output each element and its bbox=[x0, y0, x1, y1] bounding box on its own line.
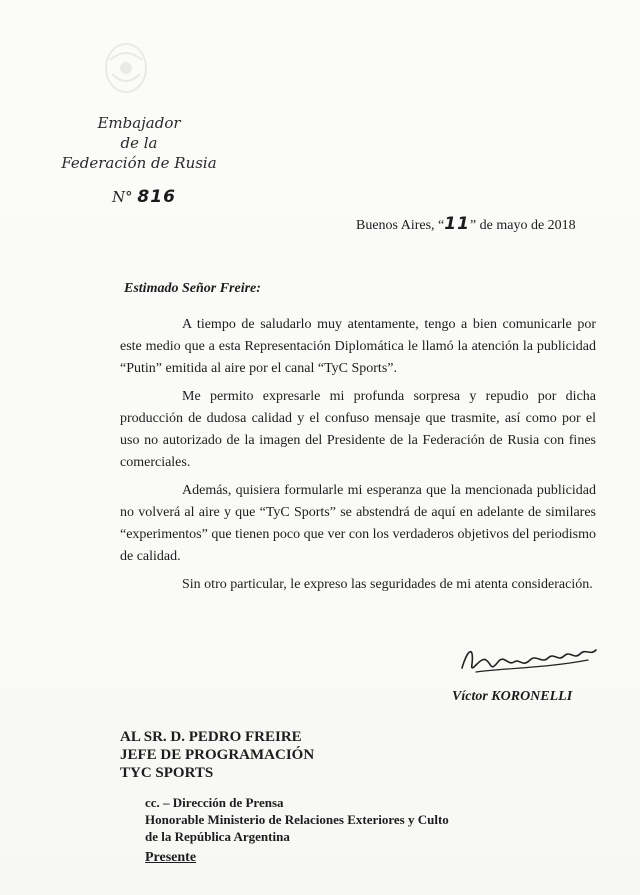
presente-closing: Presente bbox=[145, 850, 197, 865]
letterhead-line-3: Federación de Rusia bbox=[61, 154, 217, 172]
addressee-block bbox=[120, 728, 314, 782]
addressee-line: JEFE DE PROGRAMACIÓN bbox=[120, 747, 315, 763]
reference-handwritten-number: 816 bbox=[137, 187, 176, 207]
salutation: Estimado Señor Freire: bbox=[124, 281, 261, 296]
signer-name: Víctor KORONELLI bbox=[452, 689, 573, 704]
reference-prefix: N° bbox=[112, 188, 133, 206]
body-paragraph: Además, quisiera formularle mi esperanza que la mencionada publicidad no volverá al aire y que “TyC Sports” se abstendrá de aquí en adelante de similares “experimentos” que tienen poco que ver con los verdaderos objetivos del periodismo de calidad. bbox=[120, 483, 596, 564]
body-paragraph: Sin otro particular, le expreso las seguridades de mi atenta consideración. bbox=[182, 577, 593, 592]
cc-block bbox=[145, 794, 449, 845]
addressee-line: AL SR. D. PEDRO FREIRE bbox=[120, 729, 302, 745]
letterhead-line-1: Embajador bbox=[97, 114, 181, 132]
date-line bbox=[356, 214, 576, 234]
embassy-seal-icon bbox=[100, 40, 152, 100]
cc-line: de la República Argentina bbox=[145, 829, 290, 844]
letterhead-line-2: de la bbox=[120, 134, 158, 152]
letterhead bbox=[44, 113, 234, 173]
cc-line: Honorable Ministerio de Relaciones Exteriores y Culto bbox=[145, 812, 449, 827]
body-paragraph: Me permito expresarle mi profunda sorpresa y repudio por dicha producción de dudosa calidad y el confuso mensaje que trasmite, así como por el uso no autorizado de la imagen del Presidente de la Federación de Rusia con fines comerciales. bbox=[120, 389, 596, 470]
date-prefix: Buenos Aires, “ bbox=[356, 218, 445, 233]
reference-number bbox=[112, 187, 176, 207]
addressee-line: TYC SPORTS bbox=[120, 765, 214, 781]
handwritten-signature bbox=[456, 638, 616, 686]
cc-line: cc. – Dirección de Prensa bbox=[145, 795, 284, 810]
body-paragraph: A tiempo de saludarlo muy atentamente, tengo a bien comunicarle por este medio que a esta Representación Diplomática le llamó la atención la publicidad “Putin” emitida al aire por el canal “TyC Sports”. bbox=[120, 317, 596, 376]
letter-body bbox=[120, 314, 596, 596]
date-handwritten-day: 11 bbox=[444, 214, 470, 234]
date-suffix: ” de mayo de 2018 bbox=[469, 218, 576, 233]
